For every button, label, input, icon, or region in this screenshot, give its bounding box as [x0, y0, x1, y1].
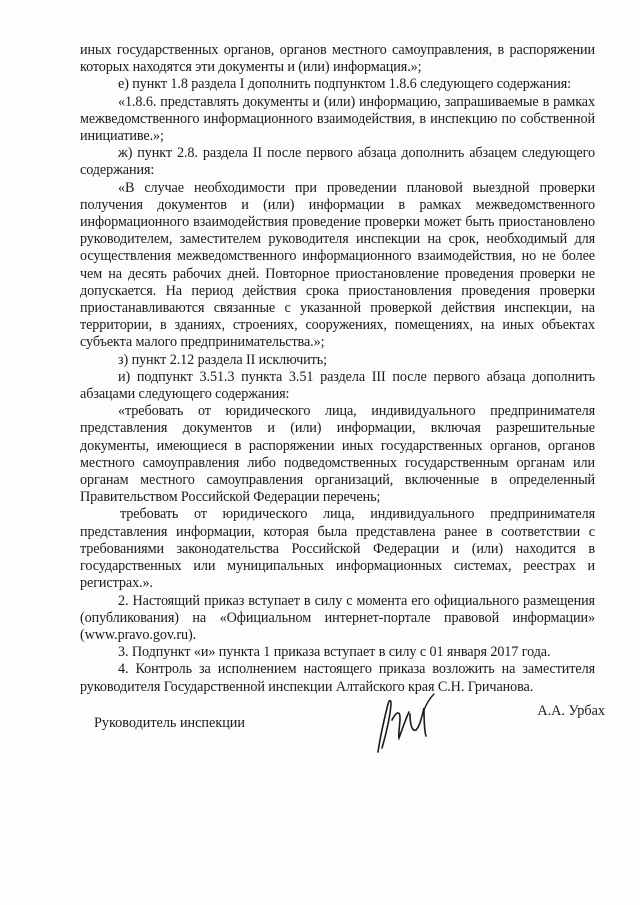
- paragraph-quote-1-8-6: «1.8.6. представлять документы и (или) информацию, запрашиваемые в рамках межведомственного информационного взаимодействия, в инспекцию по собственной инициативе.»;: [80, 93, 595, 145]
- paragraph-item-z: з) пункт 2.12 раздела II исключить;: [118, 351, 327, 368]
- signature-block: [80, 690, 605, 760]
- paragraph-continuation: иных государственных органов, органов местного самоуправления, в распоряжении которых находятся эти документы и (или) информация.»;: [80, 42, 595, 76]
- paragraph-quote-suspension: «В случае необходимости при проведении плановой выездной проверки получения документов и (или) информации в рамках межведомственного информационного взаимодействия проведение проверки может быть приостановлено руководителем, заместителем руководителя инспекции на срок, необходимый для осуществления межведомственного информационного взаимодействия, но не более чем на десять рабочих дней. Повторное приостановление проведения проверки не допускается. На период действия срока приостановления проведения проверки приостанавливаются связанные с указанной проверкой действия инспекции, на территории, в зданиях, строениях, сооружениях, помещениях, на иных объектах субъекта малого предпринимательства.»;: [80, 179, 595, 351]
- paragraph-clause-4: 4. Контроль за исполнением настоящего приказа возложить на заместителя руководителя Государственной инспекции Алтайского края С.Н. Гричанова.: [80, 661, 595, 695]
- paragraph-item-e: е) пункт 1.8 раздела I дополнить подпунктом 1.8.6 следующего содержания:: [118, 76, 571, 93]
- paragraph-quote-require-1: «требовать от юридического лица, индивидуального предпринимателя представления документов и (или) информации, включая разрешительные документы, имеющиеся в распоряжении иных государственных органов, органов местного самоуправления либо подведомственных государственным органам или органам местного самоуправления организаций, включенные в определенный Правительством Российской Федерации перечень;: [80, 403, 595, 506]
- paragraph-clause-3: 3. Подпункт «и» пункта 1 приказа вступает в силу с 01 января 2017 года.: [118, 644, 551, 661]
- paragraph-item-zh: ж) пункт 2.8. раздела II после первого абзаца дополнить абзацем следующего содержания:: [80, 145, 595, 179]
- paragraph-clause-2: 2. Настоящий приказ вступает в силу с момента его официального размещения (опубликования) на «Официальном интернет-портале правовой информации» (www.pravo.gov.ru).: [80, 592, 595, 643]
- signatory-name: А.А. Урбах: [537, 703, 605, 719]
- signatory-title: Руководитель инспекции: [94, 715, 245, 731]
- paragraph-item-i: и) подпункт 3.51.3 пункта 3.51 раздела III после первого абзаца дополнить абзацами следующего содержания:: [80, 368, 595, 403]
- document-body: [80, 42, 595, 696]
- handwritten-signature: [370, 690, 440, 758]
- paragraph-quote-require-2: требовать от юридического лица, индивидуального предпринимателя представления информации, которая была представлена ранее в соответствии с требованиями законодательства Российской Федерации и (или) находится в государственных или муниципальных информационных системах, реестрах и регистрах.».: [80, 506, 595, 592]
